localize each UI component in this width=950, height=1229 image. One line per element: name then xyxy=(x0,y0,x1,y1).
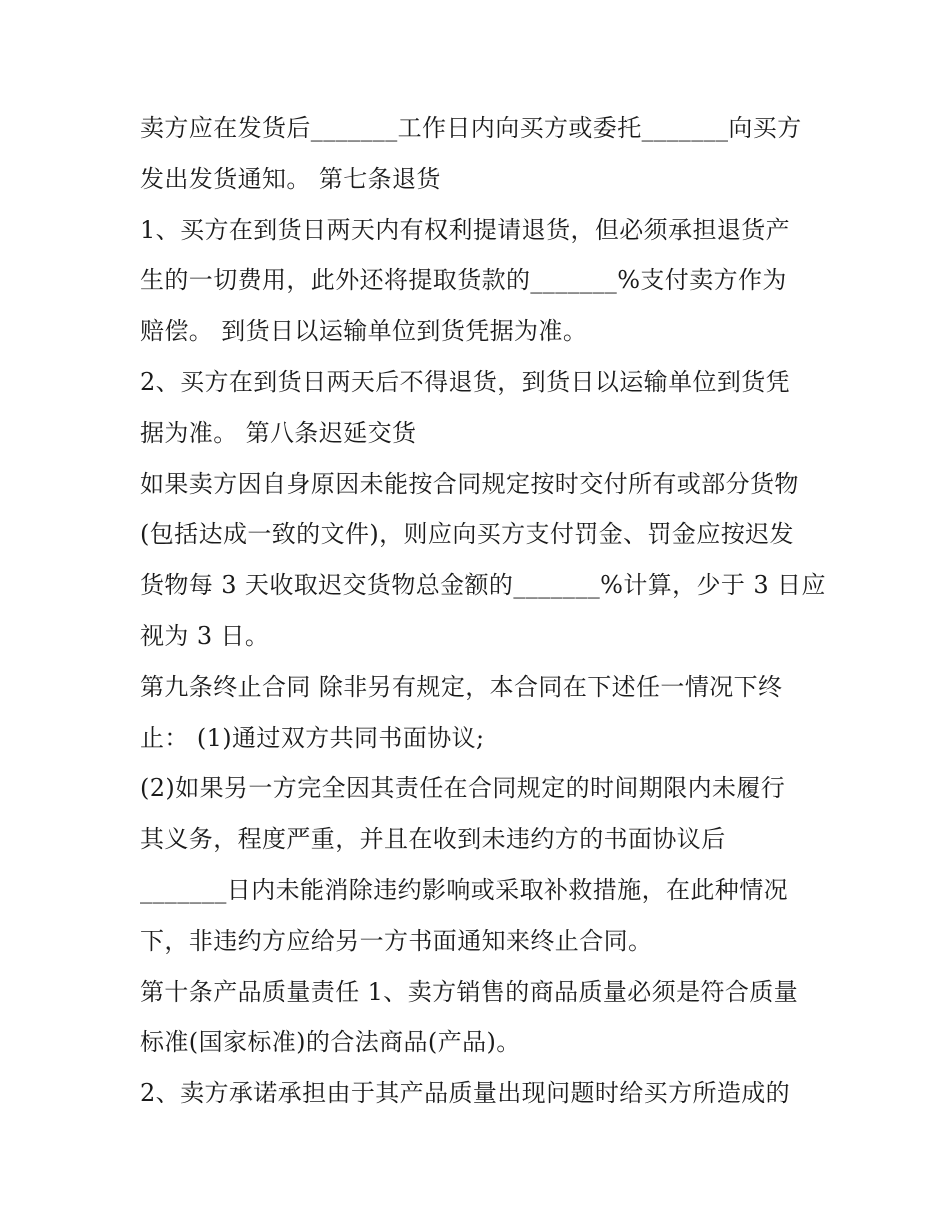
text-line-2: 发出发货通知。 第七条退货 xyxy=(140,164,441,193)
text-line-11: 视为 3 日。 xyxy=(140,621,270,650)
text-line-17: 下，非违约方应给另一方书面通知来终止合同。 xyxy=(140,926,653,955)
text-line-12: 第九条终止合同 除非另有规定，本合同在下述任一情况下终 xyxy=(140,672,783,701)
text-line-4: 生的一切费用，此外还将提取货款的_______%支付卖方作为 xyxy=(140,266,787,295)
text-line-15: 其义务，程度严重，并且在收到未违约方的书面协议后 xyxy=(140,825,726,854)
text-line-16: _______日内未能消除违约影响或采取补救措施，在此种情况 xyxy=(140,875,788,904)
text-line-10: 货物每 3 天收取迟交货物总金额的_______%计算，少于 3 日应 xyxy=(140,571,826,600)
text-line-9: (包括达成一致的文件)，则应向买方支付罚金、罚金应按迟发 xyxy=(140,520,794,549)
text-line-20: 2、卖方承诺承担由于其产品质量出现问题时给买方所造成的 xyxy=(140,1079,791,1108)
text-line-14: (2)如果另一方完全因其责任在合同规定的时间期限内未履行 xyxy=(140,774,786,803)
text-line-1: 卖方应在发货后_______工作日内向买方或委托_______向买方 xyxy=(140,114,802,142)
contract-text xyxy=(140,103,826,1119)
text-line-6: 2、买方在到货日两天后不得退货，到货日以运输单位到货凭 xyxy=(140,367,791,396)
text-line-5: 赔偿。 到货日以运输单位到货凭据为准。 xyxy=(140,317,588,346)
text-line-7: 据为准。 第八条迟延交货 xyxy=(140,418,417,447)
text-line-8: 如果卖方因自身原因未能按合同规定按时交付所有或部分货物 xyxy=(140,469,799,498)
text-line-13: 止： (1)通过双方共同书面协议; xyxy=(140,723,485,752)
text-line-3: 1、买方在到货日两天内有权利提请退货，但必须承担退货产 xyxy=(140,215,791,244)
text-line-19: 标准(国家标准)的合法商品(产品)。 xyxy=(140,1028,521,1057)
text-line-18: 第十条产品质量责任 1、卖方销售的商品质量必须是符合质量 xyxy=(140,977,799,1006)
